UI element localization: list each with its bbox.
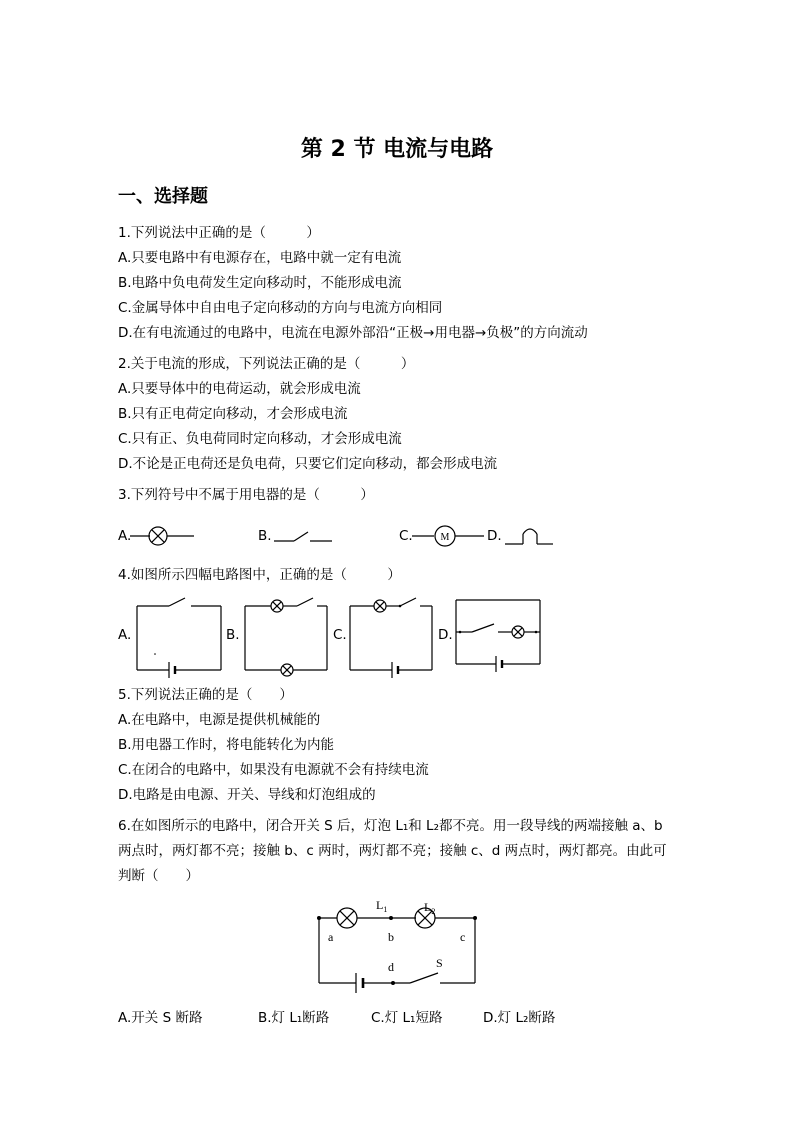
q5-option-a: A.在电路中，电源是提供机械能的 xyxy=(118,712,321,728)
q1-stem: 1.下列说法中正确的是（ ） xyxy=(118,225,320,241)
motor-label: M xyxy=(440,532,450,543)
q4-option-d-label: D. xyxy=(438,627,453,643)
page-title: 第 2 节 电流与电路 xyxy=(300,137,494,162)
q6-stem-line3: 判断（ ） xyxy=(118,868,199,884)
q2-stem: 2.关于电流的形成，下列说法正确的是（ ） xyxy=(118,356,415,372)
q6-option-a: A.开关 S 断路 xyxy=(118,1010,203,1026)
q1-option-a: A.只要电路中有电源存在，电路中就一定有电流 xyxy=(118,250,402,266)
q4-circuit-d xyxy=(454,596,544,668)
switch-s-label: S xyxy=(436,956,443,970)
q4-circuit-a xyxy=(135,594,225,674)
q6-option-c: C.灯 L₁短路 xyxy=(371,1010,443,1026)
q4-circuit-c xyxy=(348,594,438,674)
point-c-label: c xyxy=(460,930,466,944)
bell-symbol-icon xyxy=(503,520,557,550)
q4-stem: 4.如图所示四幅电路图中，正确的是（ ） xyxy=(118,567,401,583)
q3-stem: 3.下列符号中不属于用电器的是（ ） xyxy=(118,487,374,503)
q4-option-b-label: B. xyxy=(226,627,240,643)
q5-option-c: C.在闭合的电路中，如果没有电源就不会有持续电流 xyxy=(118,762,429,778)
q6-stem-line2: 两点时，两灯都不亮；接触 b、c 两时，两灯都不亮；接触 c、d 两点时，两灯都亮。由此可 xyxy=(118,843,667,859)
q6-circuit-diagram xyxy=(310,895,485,1000)
lamp-symbol-icon xyxy=(130,522,200,550)
q1-option-d: D.在有电流通过的电路中，电流在电源外部沿“正极→用电器→负极”的方向流动 xyxy=(118,325,588,341)
q5-stem: 5.下列说法正确的是（ ） xyxy=(118,687,293,703)
q2-option-d: D.不论是正电荷还是负电荷，只要它们定向移动，都会形成电流 xyxy=(118,456,498,472)
q3-option-c-label: C. xyxy=(399,528,413,544)
q6-option-b: B.灯 L₁断路 xyxy=(258,1010,330,1026)
q4-circuit-b xyxy=(243,594,333,674)
q2-option-c: C.只有正、负电荷同时定向移动，才会形成电流 xyxy=(118,431,402,447)
switch-symbol-icon xyxy=(272,522,336,550)
q5-option-d: D.电路是由电源、开关、导线和灯泡组成的 xyxy=(118,787,376,803)
q6-stem-line1: 6.在如图所示的电路中，闭合开关 S 后，灯泡 L₁和 L₂都不亮。用一段导线的两端接触 a、b xyxy=(118,818,663,834)
q1-option-c: C.金属导体中自由电子定向移动的方向与电流方向相同 xyxy=(118,300,443,316)
motor-symbol-icon xyxy=(412,522,488,550)
q1-option-b: B.电路中负电荷发生定向移动时，不能形成电流 xyxy=(118,275,402,291)
q2-option-a: A.只要导体中的电荷运动，就会形成电流 xyxy=(118,381,361,397)
point-b-label: b xyxy=(388,930,394,944)
q3-option-b-label: B. xyxy=(258,528,272,544)
lamp-l1-label: $L_1$ xyxy=(376,898,388,914)
q2-option-b: B.只有正电荷定向移动，才会形成电流 xyxy=(118,406,348,422)
q5-option-b: B.用电器工作时，将电能转化为内能 xyxy=(118,737,335,753)
q4-option-a-label: A. xyxy=(118,627,132,643)
point-d-label: d xyxy=(388,960,394,974)
q3-option-a-label: A. xyxy=(118,528,132,544)
lamp-l2-label: $L_2$ xyxy=(424,900,436,916)
q6-option-d: D.灯 L₂断路 xyxy=(483,1010,556,1026)
section-heading: 一、选择题 xyxy=(118,186,208,207)
point-a-label: a xyxy=(328,930,334,944)
q3-option-d-label: D. xyxy=(487,528,502,544)
q4-option-c-label: C. xyxy=(333,627,347,643)
